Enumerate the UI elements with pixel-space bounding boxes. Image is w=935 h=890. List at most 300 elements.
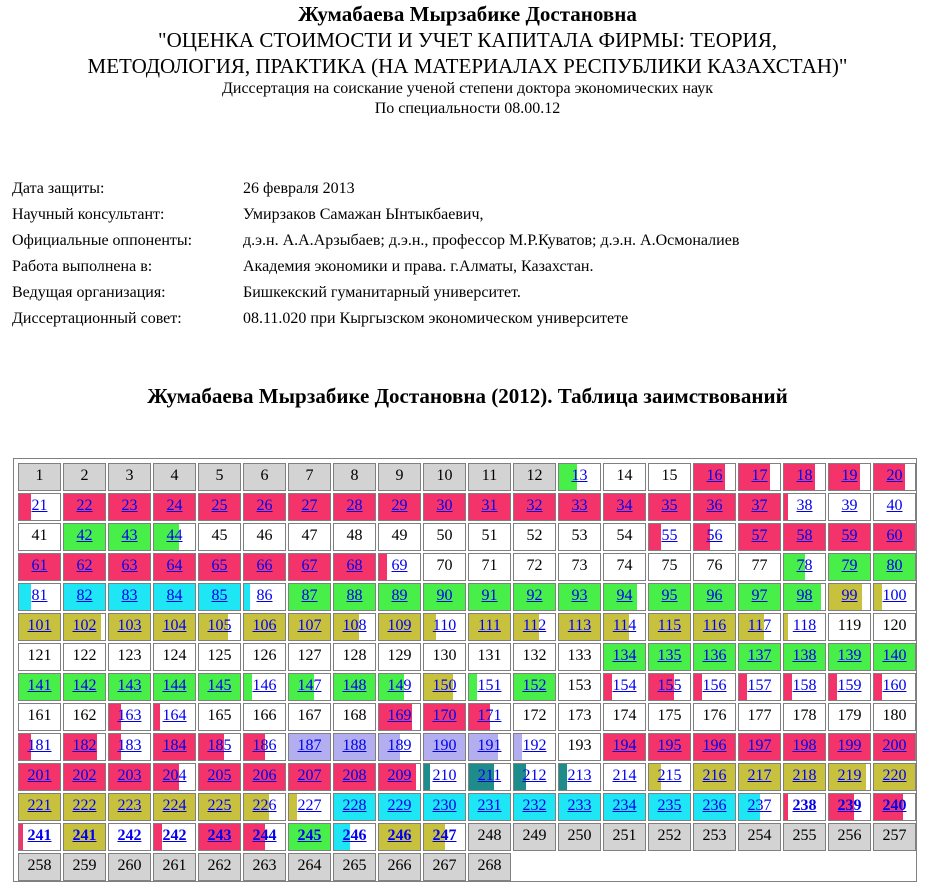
page-cell-21[interactable] xyxy=(18,493,61,521)
page-link[interactable]: 184 xyxy=(162,737,187,754)
page-link[interactable]: 107 xyxy=(297,617,322,634)
page-link[interactable]: 80 xyxy=(886,557,903,574)
page-cell-219[interactable] xyxy=(828,763,871,791)
page-cell-246[interactable] xyxy=(333,823,376,851)
page-link[interactable]: 237 xyxy=(747,797,772,814)
page-cell-155[interactable] xyxy=(648,673,691,701)
page-link[interactable]: 21 xyxy=(31,497,48,514)
page-link[interactable]: 30 xyxy=(436,497,453,514)
page-link[interactable]: 220 xyxy=(882,767,907,784)
page-cell-115[interactable] xyxy=(648,613,691,641)
page-cell-232[interactable] xyxy=(513,793,556,821)
page-cell-214[interactable] xyxy=(603,763,646,791)
page-link[interactable]: 247 xyxy=(432,827,457,844)
page-link[interactable]: 57 xyxy=(751,527,768,544)
page-link[interactable]: 185 xyxy=(207,737,232,754)
page-cell-40[interactable] xyxy=(873,493,916,521)
page-cell-78[interactable] xyxy=(783,553,826,581)
page-cell-89[interactable] xyxy=(378,583,421,611)
page-link[interactable]: 68 xyxy=(346,557,363,574)
page-link[interactable]: 201 xyxy=(27,767,52,784)
page-link[interactable]: 83 xyxy=(121,587,138,604)
page-link[interactable]: 245 xyxy=(297,827,322,844)
page-cell-69[interactable] xyxy=(378,553,421,581)
page-cell-32[interactable] xyxy=(513,493,556,521)
page-link[interactable]: 194 xyxy=(612,737,637,754)
page-link[interactable]: 38 xyxy=(796,497,813,514)
page-cell-226[interactable] xyxy=(243,793,286,821)
page-cell-196[interactable] xyxy=(693,733,736,761)
page-cell-57[interactable] xyxy=(738,523,781,551)
page-cell-93[interactable] xyxy=(558,583,601,611)
page-cell-205[interactable] xyxy=(198,763,241,791)
page-cell-44[interactable] xyxy=(153,523,196,551)
page-cell-191[interactable] xyxy=(468,733,511,761)
page-link[interactable]: 98 xyxy=(796,587,813,604)
page-link[interactable]: 13 xyxy=(571,467,588,484)
page-link[interactable]: 205 xyxy=(207,767,232,784)
page-link[interactable]: 234 xyxy=(612,797,637,814)
page-cell-38[interactable] xyxy=(783,493,826,521)
page-cell-108[interactable] xyxy=(333,613,376,641)
page-link[interactable]: 186 xyxy=(252,737,277,754)
page-link[interactable]: 78 xyxy=(796,557,813,574)
page-cell-234[interactable] xyxy=(603,793,646,821)
page-cell-113[interactable] xyxy=(558,613,601,641)
page-link[interactable]: 109 xyxy=(387,617,412,634)
page-link[interactable]: 89 xyxy=(391,587,408,604)
page-link[interactable]: 65 xyxy=(211,557,228,574)
page-cell-181[interactable] xyxy=(18,733,61,761)
page-link[interactable]: 58 xyxy=(796,527,813,544)
page-cell-16[interactable] xyxy=(693,463,736,491)
page-link[interactable]: 230 xyxy=(432,797,457,814)
page-cell-140[interactable] xyxy=(873,643,916,671)
page-cell-112[interactable] xyxy=(513,613,556,641)
page-cell-55[interactable] xyxy=(648,523,691,551)
page-cell-138[interactable] xyxy=(783,643,826,671)
page-cell-24[interactable] xyxy=(153,493,196,521)
page-link[interactable]: 99 xyxy=(841,587,858,604)
page-cell-231[interactable] xyxy=(468,793,511,821)
page-cell-185[interactable] xyxy=(198,733,241,761)
page-link[interactable]: 183 xyxy=(117,737,142,754)
page-link[interactable]: 241 xyxy=(72,827,97,844)
page-link[interactable]: 18 xyxy=(796,467,813,484)
page-cell-58[interactable] xyxy=(783,523,826,551)
page-cell-208[interactable] xyxy=(333,763,376,791)
page-cell-19[interactable] xyxy=(828,463,871,491)
page-cell-107[interactable] xyxy=(288,613,331,641)
page-cell-28[interactable] xyxy=(333,493,376,521)
page-cell-33[interactable] xyxy=(558,493,601,521)
page-link[interactable]: 159 xyxy=(837,677,862,694)
page-link[interactable]: 142 xyxy=(72,677,97,694)
page-link[interactable]: 60 xyxy=(886,527,903,544)
page-cell-244[interactable] xyxy=(243,823,286,851)
page-cell-117[interactable] xyxy=(738,613,781,641)
page-link[interactable]: 35 xyxy=(661,497,678,514)
page-link[interactable]: 219 xyxy=(837,767,862,784)
page-link[interactable]: 203 xyxy=(117,767,142,784)
page-link[interactable]: 42 xyxy=(76,527,93,544)
page-cell-154[interactable] xyxy=(603,673,646,701)
page-cell-190[interactable] xyxy=(423,733,466,761)
page-link[interactable]: 105 xyxy=(207,617,232,634)
page-link[interactable]: 181 xyxy=(27,737,52,754)
page-link[interactable]: 26 xyxy=(256,497,273,514)
page-link[interactable]: 144 xyxy=(162,677,187,694)
page-cell-186[interactable] xyxy=(243,733,286,761)
page-cell-23[interactable] xyxy=(108,493,151,521)
page-link[interactable]: 218 xyxy=(792,767,817,784)
page-link[interactable]: 90 xyxy=(436,587,453,604)
page-cell-96[interactable] xyxy=(693,583,736,611)
page-cell-109[interactable] xyxy=(378,613,421,641)
page-cell-233[interactable] xyxy=(558,793,601,821)
page-link[interactable]: 116 xyxy=(702,617,727,634)
page-link[interactable]: 202 xyxy=(72,767,97,784)
page-link[interactable]: 108 xyxy=(342,617,367,634)
page-link[interactable]: 210 xyxy=(432,767,457,784)
page-link[interactable]: 228 xyxy=(342,797,367,814)
page-cell-82[interactable] xyxy=(63,583,106,611)
page-cell-198[interactable] xyxy=(783,733,826,761)
page-link[interactable]: 164 xyxy=(162,707,187,724)
page-link[interactable]: 204 xyxy=(162,767,187,784)
page-cell-68[interactable] xyxy=(333,553,376,581)
page-link[interactable]: 86 xyxy=(256,587,273,604)
page-cell-104[interactable] xyxy=(153,613,196,641)
page-link[interactable]: 69 xyxy=(391,557,408,574)
page-link[interactable]: 106 xyxy=(252,617,277,634)
page-link[interactable]: 243 xyxy=(207,827,232,844)
page-link[interactable]: 207 xyxy=(297,767,322,784)
page-cell-80[interactable] xyxy=(873,553,916,581)
page-link[interactable]: 157 xyxy=(747,677,772,694)
page-link[interactable]: 31 xyxy=(481,497,498,514)
page-cell-30[interactable] xyxy=(423,493,466,521)
page-cell-27[interactable] xyxy=(288,493,331,521)
page-cell-39[interactable] xyxy=(828,493,871,521)
page-cell-99[interactable] xyxy=(828,583,871,611)
page-cell-210[interactable] xyxy=(423,763,466,791)
page-link[interactable]: 229 xyxy=(387,797,412,814)
page-link[interactable]: 190 xyxy=(432,737,457,754)
page-link[interactable]: 214 xyxy=(612,767,637,784)
page-cell-169[interactable] xyxy=(378,703,421,731)
page-cell-60[interactable] xyxy=(873,523,916,551)
page-link[interactable]: 223 xyxy=(117,797,142,814)
page-link[interactable]: 135 xyxy=(657,647,682,664)
page-cell-201[interactable] xyxy=(18,763,61,791)
page-link[interactable]: 191 xyxy=(477,737,502,754)
page-link[interactable]: 112 xyxy=(522,617,547,634)
page-link[interactable]: 110 xyxy=(432,617,457,634)
page-cell-194[interactable] xyxy=(603,733,646,761)
page-link[interactable]: 85 xyxy=(211,587,228,604)
page-cell-212[interactable] xyxy=(513,763,556,791)
page-cell-241[interactable] xyxy=(63,823,106,851)
page-link[interactable]: 199 xyxy=(837,737,862,754)
page-link[interactable]: 196 xyxy=(702,737,727,754)
page-link[interactable]: 224 xyxy=(162,797,187,814)
page-cell-146[interactable] xyxy=(243,673,286,701)
page-cell-83[interactable] xyxy=(108,583,151,611)
page-link[interactable]: 231 xyxy=(477,797,502,814)
page-cell-36[interactable] xyxy=(693,493,736,521)
page-cell-187[interactable] xyxy=(288,733,331,761)
page-cell-230[interactable] xyxy=(423,793,466,821)
page-link[interactable]: 227 xyxy=(297,797,322,814)
page-cell-134[interactable] xyxy=(603,643,646,671)
page-link[interactable]: 104 xyxy=(162,617,187,634)
page-cell-92[interactable] xyxy=(513,583,556,611)
page-link[interactable]: 81 xyxy=(31,587,48,604)
page-cell-184[interactable] xyxy=(153,733,196,761)
page-cell-91[interactable] xyxy=(468,583,511,611)
page-link[interactable]: 154 xyxy=(612,677,637,694)
page-cell-31[interactable] xyxy=(468,493,511,521)
page-link[interactable]: 182 xyxy=(72,737,97,754)
page-cell-116[interactable] xyxy=(693,613,736,641)
page-link[interactable]: 29 xyxy=(391,497,408,514)
page-link[interactable]: 246 xyxy=(342,827,367,844)
page-link[interactable]: 91 xyxy=(481,587,498,604)
page-cell-152[interactable] xyxy=(513,673,556,701)
page-link[interactable]: 33 xyxy=(571,497,588,514)
page-cell-217[interactable] xyxy=(738,763,781,791)
page-cell-242[interactable] xyxy=(108,823,151,851)
page-link[interactable]: 118 xyxy=(792,617,817,634)
page-link[interactable]: 66 xyxy=(256,557,273,574)
page-cell-110[interactable] xyxy=(423,613,466,641)
page-link[interactable]: 114 xyxy=(612,617,637,634)
page-link[interactable]: 100 xyxy=(882,587,907,604)
page-cell-203[interactable] xyxy=(108,763,151,791)
page-link[interactable]: 189 xyxy=(387,737,412,754)
page-cell-247[interactable] xyxy=(423,823,466,851)
page-link[interactable]: 92 xyxy=(526,587,543,604)
page-link[interactable]: 208 xyxy=(342,767,367,784)
page-link[interactable]: 25 xyxy=(211,497,228,514)
page-link[interactable]: 233 xyxy=(567,797,592,814)
page-cell-171[interactable] xyxy=(468,703,511,731)
page-link[interactable]: 22 xyxy=(76,497,93,514)
page-cell-213[interactable] xyxy=(558,763,601,791)
page-cell-202[interactable] xyxy=(63,763,106,791)
page-cell-111[interactable] xyxy=(468,613,511,641)
page-cell-220[interactable] xyxy=(873,763,916,791)
page-cell-105[interactable] xyxy=(198,613,241,641)
page-link[interactable]: 115 xyxy=(657,617,682,634)
page-cell-229[interactable] xyxy=(378,793,421,821)
page-link[interactable]: 63 xyxy=(121,557,138,574)
page-link[interactable]: 236 xyxy=(702,797,727,814)
page-link[interactable]: 222 xyxy=(72,797,97,814)
page-link[interactable]: 217 xyxy=(747,767,772,784)
page-cell-218[interactable] xyxy=(783,763,826,791)
page-cell-170[interactable] xyxy=(423,703,466,731)
page-cell-141[interactable] xyxy=(18,673,61,701)
page-link[interactable]: 82 xyxy=(76,587,93,604)
page-link[interactable]: 146 xyxy=(252,677,277,694)
page-cell-18[interactable] xyxy=(783,463,826,491)
page-cell-245[interactable] xyxy=(288,823,331,851)
page-cell-241[interactable] xyxy=(18,823,61,851)
page-cell-188[interactable] xyxy=(333,733,376,761)
page-cell-182[interactable] xyxy=(63,733,106,761)
page-cell-144[interactable] xyxy=(153,673,196,701)
page-link[interactable]: 67 xyxy=(301,557,318,574)
page-link[interactable]: 151 xyxy=(477,677,502,694)
page-link[interactable]: 242 xyxy=(117,827,142,844)
page-cell-158[interactable] xyxy=(783,673,826,701)
page-link[interactable]: 20 xyxy=(886,467,903,484)
page-link[interactable]: 56 xyxy=(706,527,723,544)
page-link[interactable]: 192 xyxy=(522,737,547,754)
page-cell-34[interactable] xyxy=(603,493,646,521)
page-link[interactable]: 143 xyxy=(117,677,142,694)
page-cell-29[interactable] xyxy=(378,493,421,521)
page-cell-224[interactable] xyxy=(153,793,196,821)
page-link[interactable]: 149 xyxy=(387,677,412,694)
page-link[interactable]: 62 xyxy=(76,557,93,574)
page-cell-65[interactable] xyxy=(198,553,241,581)
page-link[interactable]: 242 xyxy=(162,827,187,844)
page-cell-147[interactable] xyxy=(288,673,331,701)
page-link[interactable]: 209 xyxy=(387,767,412,784)
page-link[interactable]: 197 xyxy=(747,737,772,754)
page-cell-137[interactable] xyxy=(738,643,781,671)
page-link[interactable]: 97 xyxy=(751,587,768,604)
page-link[interactable]: 36 xyxy=(706,497,723,514)
page-link[interactable]: 93 xyxy=(571,587,588,604)
page-link[interactable]: 23 xyxy=(121,497,138,514)
page-link[interactable]: 61 xyxy=(31,557,48,574)
page-cell-102[interactable] xyxy=(63,613,106,641)
page-link[interactable]: 138 xyxy=(792,647,817,664)
page-link[interactable]: 148 xyxy=(342,677,367,694)
page-cell-151[interactable] xyxy=(468,673,511,701)
page-cell-143[interactable] xyxy=(108,673,151,701)
page-cell-61[interactable] xyxy=(18,553,61,581)
page-cell-88[interactable] xyxy=(333,583,376,611)
page-link[interactable]: 32 xyxy=(526,497,543,514)
page-cell-216[interactable] xyxy=(693,763,736,791)
page-cell-236[interactable] xyxy=(693,793,736,821)
page-cell-206[interactable] xyxy=(243,763,286,791)
page-cell-106[interactable] xyxy=(243,613,286,641)
page-cell-148[interactable] xyxy=(333,673,376,701)
page-cell-22[interactable] xyxy=(63,493,106,521)
page-link[interactable]: 240 xyxy=(882,797,907,814)
page-link[interactable]: 200 xyxy=(882,737,907,754)
page-cell-26[interactable] xyxy=(243,493,286,521)
page-link[interactable]: 195 xyxy=(657,737,682,754)
page-cell-209[interactable] xyxy=(378,763,421,791)
page-link[interactable]: 27 xyxy=(301,497,318,514)
page-link[interactable]: 55 xyxy=(661,527,678,544)
page-cell-197[interactable] xyxy=(738,733,781,761)
page-link[interactable]: 28 xyxy=(346,497,363,514)
page-link[interactable]: 24 xyxy=(166,497,183,514)
page-link[interactable]: 94 xyxy=(616,587,633,604)
page-link[interactable]: 170 xyxy=(432,707,457,724)
page-link[interactable]: 137 xyxy=(747,647,772,664)
page-cell-164[interactable] xyxy=(153,703,196,731)
page-link[interactable]: 238 xyxy=(792,797,817,814)
page-cell-90[interactable] xyxy=(423,583,466,611)
page-link[interactable]: 140 xyxy=(882,647,907,664)
page-link[interactable]: 19 xyxy=(841,467,858,484)
page-link[interactable]: 211 xyxy=(477,767,502,784)
page-link[interactable]: 84 xyxy=(166,587,183,604)
page-link[interactable]: 111 xyxy=(478,617,501,634)
page-cell-199[interactable] xyxy=(828,733,871,761)
page-cell-159[interactable] xyxy=(828,673,871,701)
page-cell-62[interactable] xyxy=(63,553,106,581)
page-link[interactable]: 241 xyxy=(27,827,52,844)
page-cell-239[interactable] xyxy=(828,793,871,821)
page-link[interactable]: 37 xyxy=(751,497,768,514)
page-link[interactable]: 17 xyxy=(751,467,768,484)
page-link[interactable]: 163 xyxy=(117,707,142,724)
page-cell-215[interactable] xyxy=(648,763,691,791)
page-cell-157[interactable] xyxy=(738,673,781,701)
page-cell-64[interactable] xyxy=(153,553,196,581)
page-link[interactable]: 171 xyxy=(477,707,502,724)
page-cell-59[interactable] xyxy=(828,523,871,551)
page-cell-243[interactable] xyxy=(198,823,241,851)
page-link[interactable]: 44 xyxy=(166,527,183,544)
page-link[interactable]: 235 xyxy=(657,797,682,814)
page-cell-160[interactable] xyxy=(873,673,916,701)
page-cell-142[interactable] xyxy=(63,673,106,701)
page-link[interactable]: 88 xyxy=(346,587,363,604)
page-cell-100[interactable] xyxy=(873,583,916,611)
page-cell-85[interactable] xyxy=(198,583,241,611)
page-link[interactable]: 134 xyxy=(612,647,637,664)
page-cell-207[interactable] xyxy=(288,763,331,791)
page-link[interactable]: 16 xyxy=(706,467,723,484)
page-cell-240[interactable] xyxy=(873,793,916,821)
page-cell-114[interactable] xyxy=(603,613,646,641)
page-link[interactable]: 160 xyxy=(882,677,907,694)
page-cell-67[interactable] xyxy=(288,553,331,581)
page-link[interactable]: 139 xyxy=(837,647,862,664)
page-cell-227[interactable] xyxy=(288,793,331,821)
page-cell-228[interactable] xyxy=(333,793,376,821)
page-link[interactable]: 187 xyxy=(297,737,322,754)
page-cell-135[interactable] xyxy=(648,643,691,671)
page-cell-136[interactable] xyxy=(693,643,736,671)
page-cell-103[interactable] xyxy=(108,613,151,641)
page-cell-87[interactable] xyxy=(288,583,331,611)
page-link[interactable]: 102 xyxy=(72,617,97,634)
page-cell-20[interactable] xyxy=(873,463,916,491)
page-cell-156[interactable] xyxy=(693,673,736,701)
page-link[interactable]: 212 xyxy=(522,767,547,784)
page-cell-200[interactable] xyxy=(873,733,916,761)
page-link[interactable]: 158 xyxy=(792,677,817,694)
page-cell-139[interactable] xyxy=(828,643,871,671)
page-link[interactable]: 156 xyxy=(702,677,727,694)
page-cell-42[interactable] xyxy=(63,523,106,551)
page-cell-84[interactable] xyxy=(153,583,196,611)
page-link[interactable]: 113 xyxy=(567,617,592,634)
page-link[interactable]: 244 xyxy=(252,827,277,844)
